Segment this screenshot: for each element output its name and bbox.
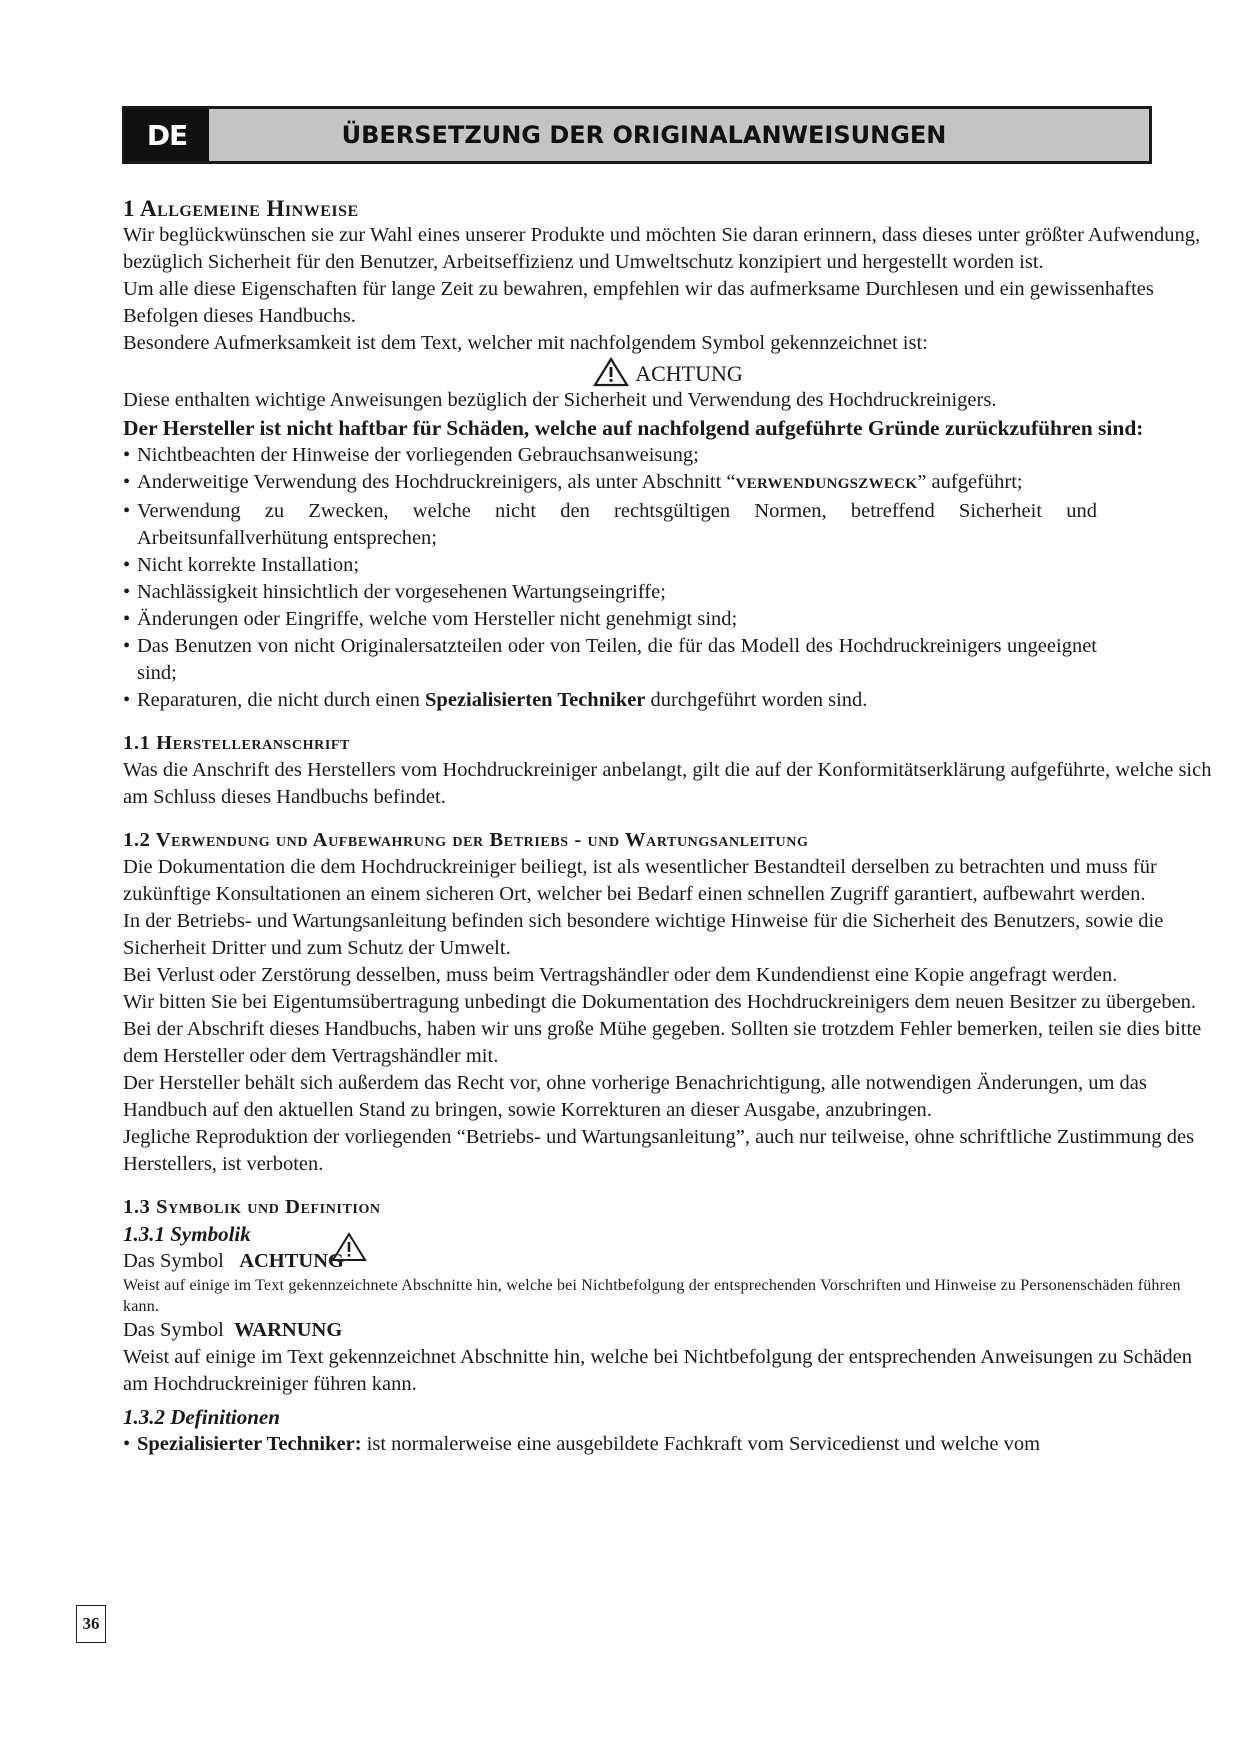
list-item-text: Anderweitige Verwendung des Hochdruckreinigers, als unter Abschnitt “ (137, 471, 736, 493)
emphasis: Spezialisierten Techniker (425, 689, 646, 711)
heading-section-1-2: 1.2 Verwendung und Aufbewahrung der Betriebs - und Wartungsanleitung (123, 829, 809, 851)
list-item (123, 469, 1213, 498)
symbol-warnung-label: WARNUNG (234, 1319, 343, 1341)
list-item: • Nichtbeachten der Hinweise der vorliegenden Gebrauchsanweisung; (123, 442, 1213, 469)
heading-section-1: 1 Allgemeine Hinweise (123, 196, 359, 221)
paragraph: Der Hersteller behält sich außerdem das Recht vor, ohne vorherige Benachrichtigung, alle notwendigen Änderungen, um das Handbuch auf den aktuellen Stand zu bringen, sowie Korrekturen an dieser Ausgabe, anzubringen. (123, 1072, 1147, 1121)
symbol-warnung-line (123, 1317, 1213, 1344)
paragraph: Die Dokumentation die dem Hochdruckreiniger beiliegt, ist als wesentlicher Bestandteil derselben zu betrachten und muss für zukünftige Konsultationen an einem sicheren Ort, welcher bei Bedarf einen schnellen Zugriff garantiert, aufbewahrt werden. (123, 856, 1157, 905)
heading-section-1-1: 1.1 Herstelleranschrift (123, 732, 350, 754)
list-item-text: Reparaturen, die nicht durch einen (137, 689, 426, 711)
warning-callout (123, 357, 1213, 387)
paragraph: Bei der Abschrift dieses Handbuchs, haben wir uns große Mühe gegeben. Sollten sie trotzdem Fehler bemerken, teilen sie dies bitte dem Hersteller oder dem Vertragshändler mit. (123, 1018, 1202, 1067)
paragraph: Um alle diese Eigenschaften für lange Zeit zu bewahren, empfehlen wir das aufmerksame Durchlesen und ein gewissenhaftes Befolgen dieses Handbuchs. (123, 278, 1154, 327)
list-item-text: durchgeführt worden sind. (645, 689, 868, 711)
liability-statement: Der Hersteller ist nicht haftbar für Schäden, welche auf nachfolgend aufgeführte Gründe zurückzuführen sind: (123, 416, 1144, 440)
warning-triangle-icon (593, 357, 629, 387)
definitions-list (123, 1431, 1213, 1458)
subheading-symbolik: 1.3.1 Symbolik (123, 1222, 251, 1246)
symbol-warnung-description: Weist auf einige im Text gekennzeichnet Abschnitte hin, welche bei Nichtbefolgung der entsprechenden Anweisungen zu Schäden am Hochdruckreiniger führen kann. (123, 1346, 1193, 1395)
symbol-achtung-description: Weist auf einige im Text gekennzeichnete Abschnitte hin, welche bei Nichtbefolgung der entsprechenden Vorschriften und Hinweise zu Personenschäden führen kann. (123, 1277, 1181, 1315)
warning-triangle-icon (331, 1232, 367, 1262)
paragraph: In der Betriebs- und Wartungsanleitung befinden sich besondere wichtige Hinweise für die Sicherheit des Benutzers, sowie die Sicherheit Dritter und zum Schutz der Umwelt. (123, 910, 1164, 959)
list-item (123, 1431, 1213, 1458)
paragraph: Bei Verlust oder Zerstörung desselben, muss beim Vertragshändler oder dem Kundendienst eine Kopie angefragt werden. (123, 964, 1118, 986)
subheading-definitionen: 1.3.2 Definitionen (123, 1405, 280, 1429)
symbol-achtung-label: ACHTUNG (239, 1250, 344, 1272)
definition-text: ist normalerweise eine ausgebildete Fachkraft vom Servicedienst und welche vom (361, 1433, 1041, 1455)
paragraph: Besondere Aufmerksamkeit ist dem Text, welcher mit nachfolgendem Symbol gekennzeichnet ist: (123, 332, 928, 354)
symbol-label-prefix: Das Symbol (123, 1250, 224, 1272)
symbol-label-prefix: Das Symbol (123, 1319, 224, 1341)
paragraph: Jegliche Reproduktion der vorliegenden “Betriebs- und Wartungsanleitung”, auch nur teilweise, ohne schriftliche Zustimmung des Herstellers, ist verboten. (123, 1126, 1195, 1175)
definition-term: Spezialisierter Techniker: (137, 1433, 362, 1455)
paragraph: Wir beglückwünschen sie zur Wahl eines unserer Produkte und möchten Sie daran erinnern, dass dieses unter größter Aufwendung, bezüglich Sicherheit für den Benutzer, Arbeitseffizienz und Umweltschutz konzipiert und hergestellt worden ist. (123, 224, 1201, 273)
paragraph: Diese enthalten wichtige Anweisungen bezüglich der Sicherheit und Verwendung des Hochdruckreinigers. (123, 389, 997, 411)
section-reference: VERWENDUNGSZWECK (735, 476, 918, 492)
language-badge: DE (125, 109, 209, 161)
liability-list (123, 442, 1213, 714)
page-number: 36 (76, 1605, 106, 1643)
list-item-text: ” aufgeführt; (917, 471, 1023, 493)
section-header-bar (122, 106, 1152, 164)
list-item: • Änderungen oder Eingriffe, welche vom Hersteller nicht genehmigt sind; (123, 606, 1213, 633)
heading-section-1-3: 1.3 Symbolik und Definition (123, 1196, 381, 1218)
paragraph: Wir bitten Sie bei Eigentumsübertragung unbedingt die Dokumentation des Hochdruckreinigers dem neuen Besitzer zu übergeben. (123, 991, 1197, 1013)
warning-label: ACHTUNG (635, 361, 743, 386)
list-item: • Das Benutzen von nicht Originalersatzteilen oder von Teilen, die für das Modell des Hochdruckreinigers ungeeignet sind; (123, 633, 1097, 687)
list-item: • Verwendung zu Zwecken, welche nicht den rechtsgültigen Normen, betreffend Sicherheit und Arbeitsunfallverhütung entsprechen; (123, 498, 1097, 552)
document-body (123, 195, 1213, 1458)
list-item: • Nicht korrekte Installation; (123, 552, 1213, 579)
symbol-achtung-line (123, 1248, 1213, 1275)
paragraph: Was die Anschrift des Herstellers vom Hochdruckreiniger anbelangt, gilt die auf der Konformitätserklärung aufgeführte, welche sich am Schluss dieses Handbuchs befindet. (123, 759, 1212, 808)
list-item (123, 687, 1213, 714)
header-title: ÜBERSETZUNG DER ORIGINALANWEISUNGEN (341, 121, 947, 149)
list-item: • Nachlässigkeit hinsichtlich der vorgesehenen Wartungseingriffe; (123, 579, 1213, 606)
